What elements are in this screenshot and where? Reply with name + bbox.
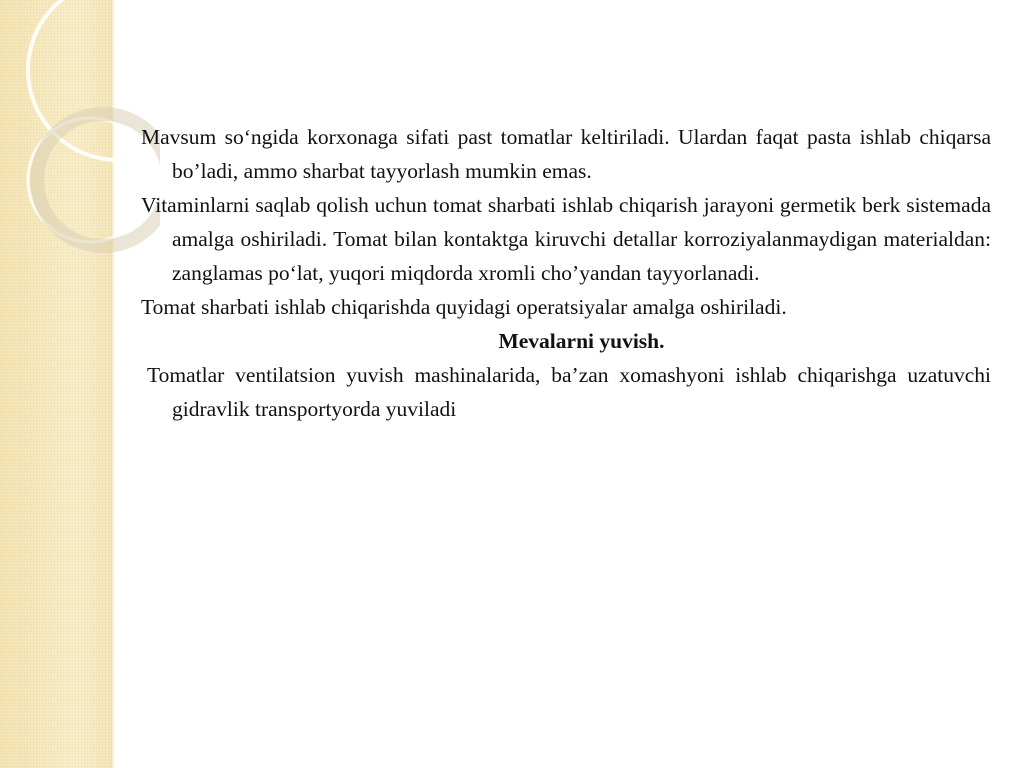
paragraph-2: Vitaminlarni saqlab qolish uchun tomat sharbati ishlab chiqarish jarayoni germetik berk sistemada amalga oshiriladi. Tomat bilan kontaktga kiruvchi detallar korroziyalanmaydigan materialdan: zanglamas po‘lat, yuqori miqdorda xromli cho’yandan tayyorlanadi. <box>141 193 991 285</box>
paragraph-3: Tomat sharbati ishlab chiqarishda quyidagi operatsiyalar amalga oshiriladi. <box>141 295 787 319</box>
slide-body <box>141 120 991 426</box>
decorative-rings <box>0 0 160 260</box>
paragraph-4: Tomatlar ventilatsion yuvish mashinalarida, ba’zan xomashyoni ishlab chiqarishga uzatuvchi gidravlik transportyorda yuviladi <box>147 363 991 421</box>
paragraph-1: Mavsum so‘ngida korxonaga sifati past tomatlar keltiriladi. Ulardan faqat pasta ishlab chiqarsa bo’ladi, ammo sharbat tayyorlash mumkin emas. <box>141 125 991 183</box>
section-heading: Mevalarni yuvish. <box>498 329 665 353</box>
